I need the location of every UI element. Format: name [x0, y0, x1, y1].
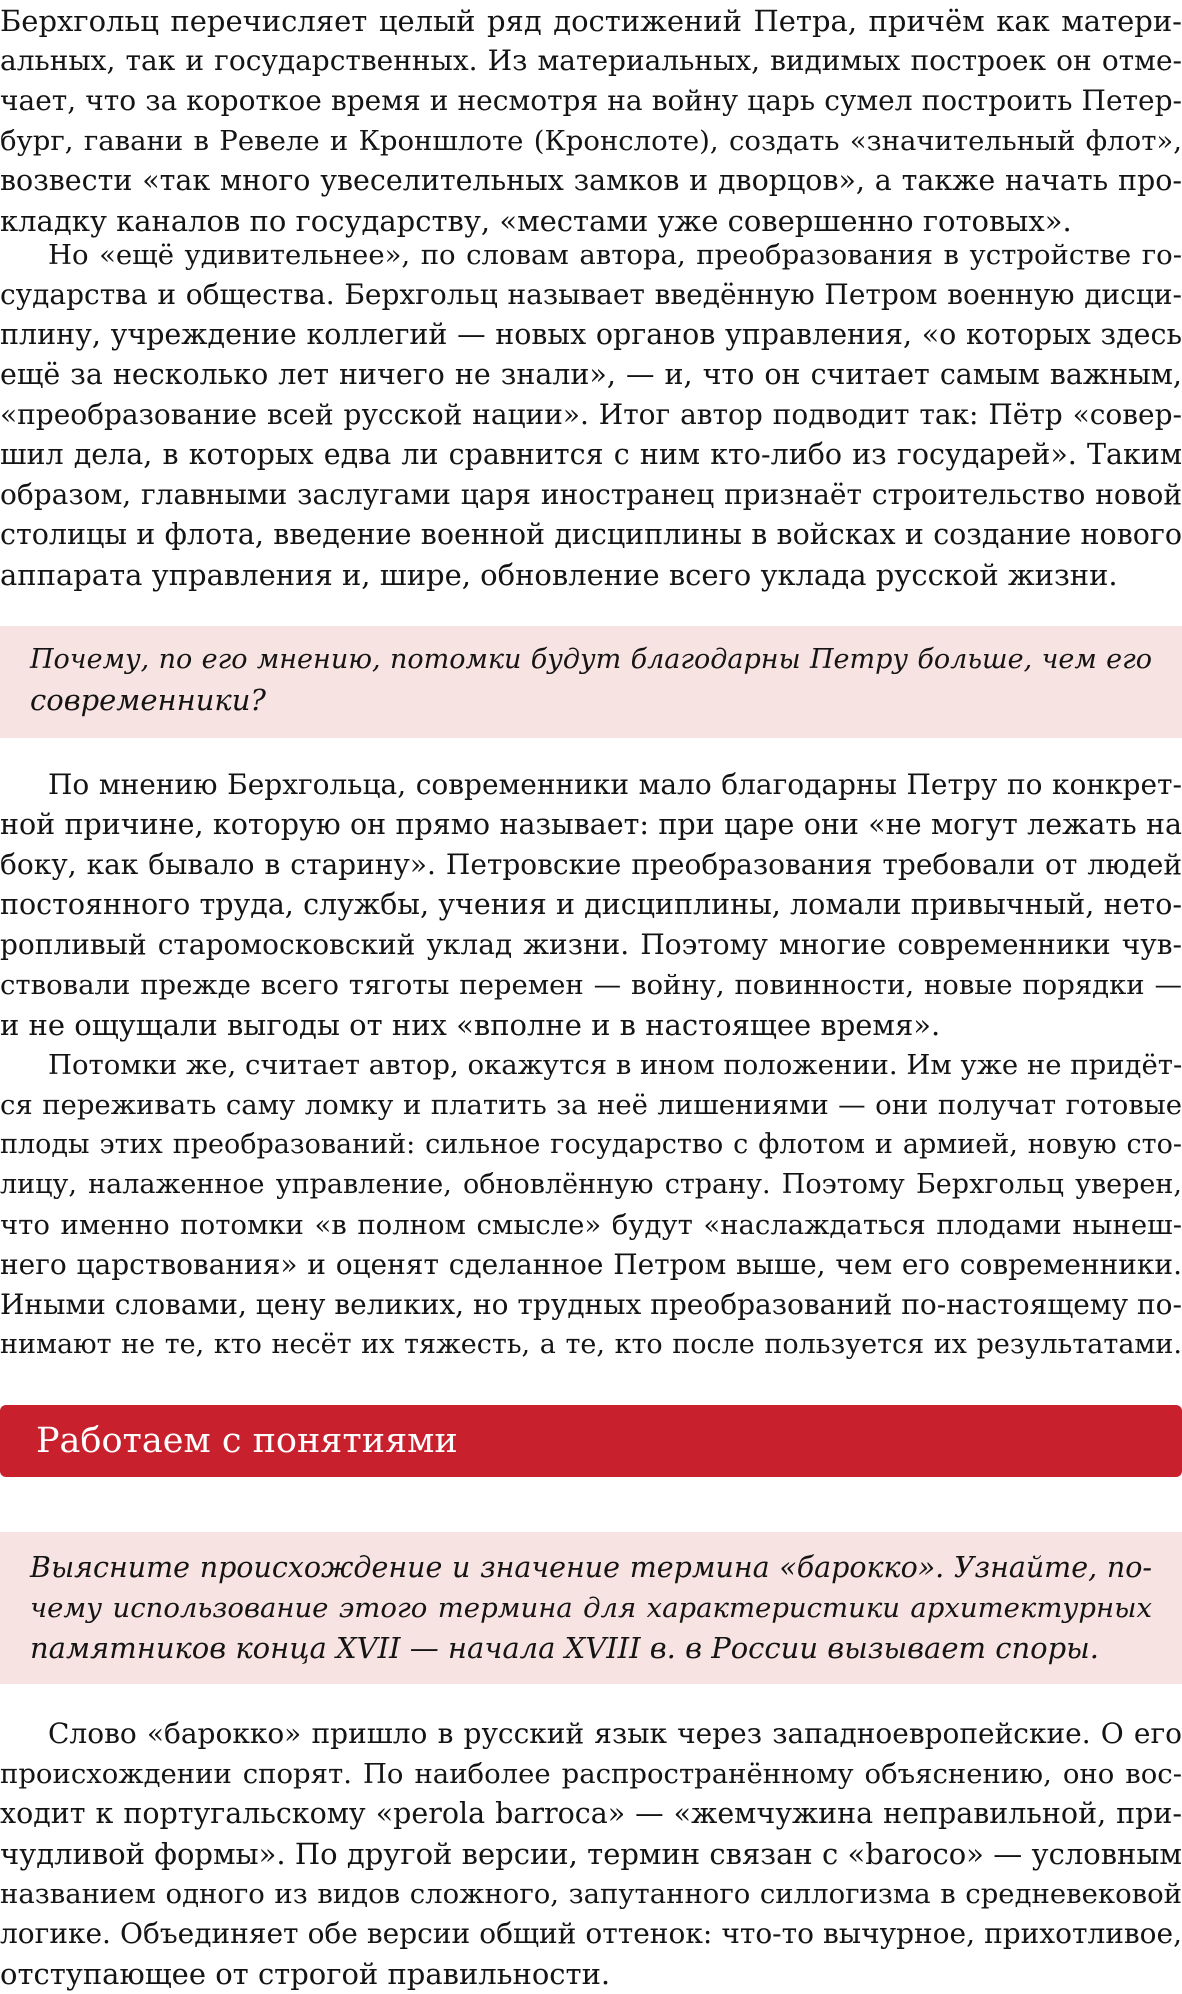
- text-line: образом, главными заслугами царя иностранец признаёт строительство новой: [0, 478, 1182, 511]
- text-line: памятников конца XVII — начала XVIII в. в России вызывает споры.: [30, 1631, 1099, 1665]
- text-line: логике. Объединяет обе версии общий оттенок: что-то вычурное, прихотливое,: [0, 1917, 1182, 1950]
- paragraph-contemporaries: [0, 765, 1182, 1045]
- text-line: лицу, налаженное управление, обновлённую страну. Поэтому Берхгольц уверен,: [0, 1169, 1182, 1200]
- text-line: ходит к португальскому «perola barroca» — «жемчужина неправильной, при-: [0, 1797, 1182, 1830]
- text-line: плину, учреждение коллегий — новых органов управления, «о которых здесь: [0, 318, 1182, 351]
- text-line: ствовали прежде всего тяготы перемен — войну, повинности, новые порядки —: [0, 969, 1182, 1001]
- text-line: альных, так и государственных. Из материальных, видимых построек он отме-: [0, 44, 1182, 77]
- text-line: возвести «так много увеселительных замков и дворцов», а также начать про-: [0, 164, 1182, 197]
- text-line: современники?: [30, 683, 266, 717]
- text-line: него царствования» и оценят сделанное Петром выше, чем его современники.: [0, 1248, 1182, 1281]
- text-line: Выясните происхождение и значение термина «барокко». Узнайте, по-: [30, 1551, 1152, 1584]
- text-line: ся переживать саму ломку и платить за неё лишениями — они получат готовые: [0, 1089, 1182, 1121]
- text-line: Потомки же, считает автор, окажутся в ином положении. Им уже не придёт-: [48, 1049, 1182, 1081]
- text-line: нимают не те, кто несёт их тяжесть, а те, кто после пользуется их результатами.: [0, 1329, 1182, 1360]
- text-line: аппарата управления и, шире, обновление всего уклада русской жизни.: [0, 558, 1118, 592]
- section-header: [0, 1405, 1182, 1477]
- text-line: ещё за несколько лет ничего не знали», — и, что он считает самым важным,: [0, 358, 1182, 391]
- paragraph-descendants: [0, 1045, 1182, 1365]
- text-line: чему использование этого термина для характеристики архитектурных: [30, 1592, 1152, 1624]
- text-line: Слово «барокко» пришло в русский язык через западноевропейские. О его: [48, 1717, 1182, 1750]
- text-line: Иными словами, цену великих, но трудных преобразований по-настоящему по-: [0, 1288, 1182, 1321]
- question-text: [30, 1548, 1152, 1668]
- text-line: что именно потомки «в полном смысле» будут «наслаждаться плодами нынеш-: [0, 1209, 1182, 1241]
- text-line: кладку каналов по государству, «местами уже совершенно готовых».: [0, 204, 1072, 238]
- text-line: Берхгольц перечисляет целый ряд достижений Петра, причём как матери-: [0, 4, 1182, 38]
- question-box: [0, 626, 1182, 738]
- text-line: боку, как бывало в старину». Петровские преобразования требовали от людей: [0, 848, 1182, 881]
- text-line: чудливой формы». По другой версии, термин связан с «baroco» — условным: [0, 1837, 1182, 1871]
- text-line: и не ощущали выгоды от них «вполне и в настоящее время».: [0, 1008, 941, 1042]
- text-line: Почему, по его мнению, потомки будут благодарны Петру больше, чем его: [30, 644, 1152, 675]
- text-line: столицы и флота, введение военной дисциплины в войсках и создание нового: [0, 518, 1182, 551]
- text-line: чает, что за короткое время и несмотря на войну царь сумел построить Петер-: [0, 84, 1182, 117]
- text-line: ной причине, которую он прямо называет: при царе они «не могут лежать на: [0, 808, 1182, 841]
- text-line: постоянного труда, службы, учения и дисциплины, ломали привычный, нето-: [0, 888, 1182, 921]
- text-line: происхождении спорят. По наиболее распространённому объяснению, оно вос-: [0, 1758, 1182, 1790]
- text-line: «преобразование всей русской нации». Итог автор подводит так: Пётр «совер-: [0, 398, 1182, 431]
- text-line: названием одного из видов сложного, запутанного силлогизма в средневековой: [0, 1878, 1182, 1910]
- text-line: По мнению Берхгольца, современники мало благодарны Петру по конкрет-: [48, 768, 1182, 801]
- text-line: бург, гавани в Ревеле и Кроншлоте (Кронслоте), создать «значительный флот»,: [0, 125, 1182, 157]
- text-line: сударства и общества. Берхгольц называет введённую Петром военную дисци-: [0, 278, 1182, 311]
- paragraph-reforms: [0, 235, 1182, 595]
- question-box: [0, 1532, 1182, 1684]
- text-line: отступающее от строгой правильности.: [0, 1957, 611, 1991]
- paragraph-achievements: [0, 1, 1182, 241]
- question-text: [30, 640, 1152, 720]
- text-line: шил дела, в которых едва ли сравнится с ним кто-либо из государей». Таким: [0, 438, 1182, 471]
- text-line: ропливый старомосковский уклад жизни. Поэтому многие современники чув-: [0, 928, 1182, 961]
- text-line: плоды этих преобразований: сильное государство с флотом и армией, новую сто-: [0, 1129, 1182, 1160]
- paragraph-baroque: [0, 1714, 1182, 1994]
- text-line: Но «ещё удивительнее», по словам автора, преобразования в устройстве го-: [48, 239, 1182, 271]
- section-title: Работаем с понятиями: [36, 1421, 458, 1461]
